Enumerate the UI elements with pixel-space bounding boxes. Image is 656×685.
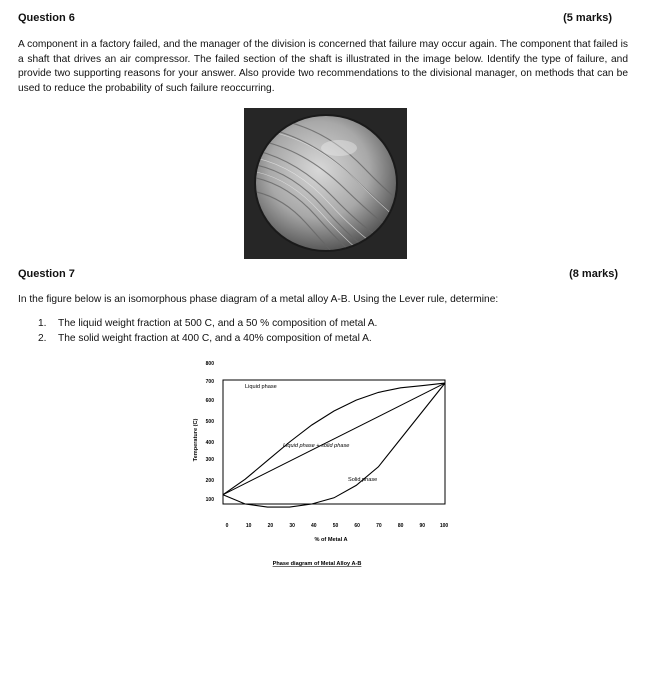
x-axis-ticks bbox=[226, 523, 449, 529]
question-6-body: A component in a factory failed, and the manager of the division is concerned that failure may occur again. The component that failed is a shaft that drives an air compressor. The failed section of the shaft is illustrated in the image below. Identify the type of failure, and provide two supporting reasons for your answer. Also provide two recommendations to the divisional manager, on methods that can be used to reduce the probability of such failure reoccurring. bbox=[18, 39, 628, 94]
y-tick-label: 200 bbox=[205, 478, 214, 484]
x-tick-label: 20 bbox=[267, 523, 274, 529]
x-axis-label: % of Metal A bbox=[314, 537, 348, 543]
y-tick-label: 600 bbox=[205, 398, 214, 404]
failed-shaft-photo bbox=[244, 108, 407, 259]
x-tick-label: 0 bbox=[225, 523, 229, 529]
x-tick-label: 10 bbox=[245, 523, 252, 529]
question-6-header bbox=[18, 12, 612, 24]
list-item bbox=[38, 331, 377, 346]
chart-caption: Phase diagram of Metal Alloy A-B bbox=[272, 561, 362, 567]
question-6-title: Question 6 bbox=[18, 12, 75, 24]
list-item-text: The solid weight fraction at 400 C, and a 40% composition of metal A. bbox=[58, 333, 372, 344]
y-tick-label: 100 bbox=[205, 497, 214, 503]
x-tick-label: 50 bbox=[332, 523, 339, 529]
y-tick-label: 800 bbox=[205, 361, 214, 367]
y-axis-ticks bbox=[206, 361, 215, 503]
y-tick-label: 700 bbox=[205, 379, 214, 385]
question-7-title: Question 7 bbox=[18, 268, 75, 280]
list-item-text: The liquid weight fraction at 500 C, and a 50 % composition of metal A. bbox=[58, 318, 378, 329]
question-7-intro: In the figure below is an isomorphous phase diagram of a metal alloy A-B. Using the Lever rule, determine: bbox=[18, 294, 499, 305]
list-item-number: 1. bbox=[38, 318, 47, 329]
x-tick-label: 60 bbox=[354, 523, 360, 529]
plot-frame bbox=[223, 380, 445, 504]
x-tick-label: 90 bbox=[419, 523, 426, 529]
y-tick-label: 300 bbox=[205, 457, 214, 463]
x-tick-label: 40 bbox=[311, 523, 317, 529]
y-tick-label: 500 bbox=[205, 419, 214, 425]
x-tick-label: 80 bbox=[397, 523, 404, 529]
y-axis-label: Temperature (C) bbox=[193, 418, 199, 462]
solid-phase-label: Solid phase bbox=[348, 477, 378, 483]
question-7-list bbox=[38, 316, 377, 346]
question-7-marks: (8 marks) bbox=[569, 268, 618, 280]
x-tick-label: 100 bbox=[439, 523, 449, 529]
two-phase-label: Liquid phase + solid phase bbox=[283, 443, 350, 449]
phase-diagram-chart bbox=[190, 355, 475, 575]
liquid-phase-label: Liquid phase bbox=[245, 384, 277, 390]
x-tick-label: 30 bbox=[289, 523, 295, 529]
question-7-header bbox=[18, 268, 618, 280]
list-item bbox=[38, 316, 377, 331]
question-6-marks: (5 marks) bbox=[563, 12, 612, 24]
diagonal-line bbox=[223, 383, 445, 495]
x-tick-label: 70 bbox=[376, 523, 382, 529]
list-item-number: 2. bbox=[38, 333, 47, 344]
y-tick-label: 400 bbox=[205, 440, 214, 446]
